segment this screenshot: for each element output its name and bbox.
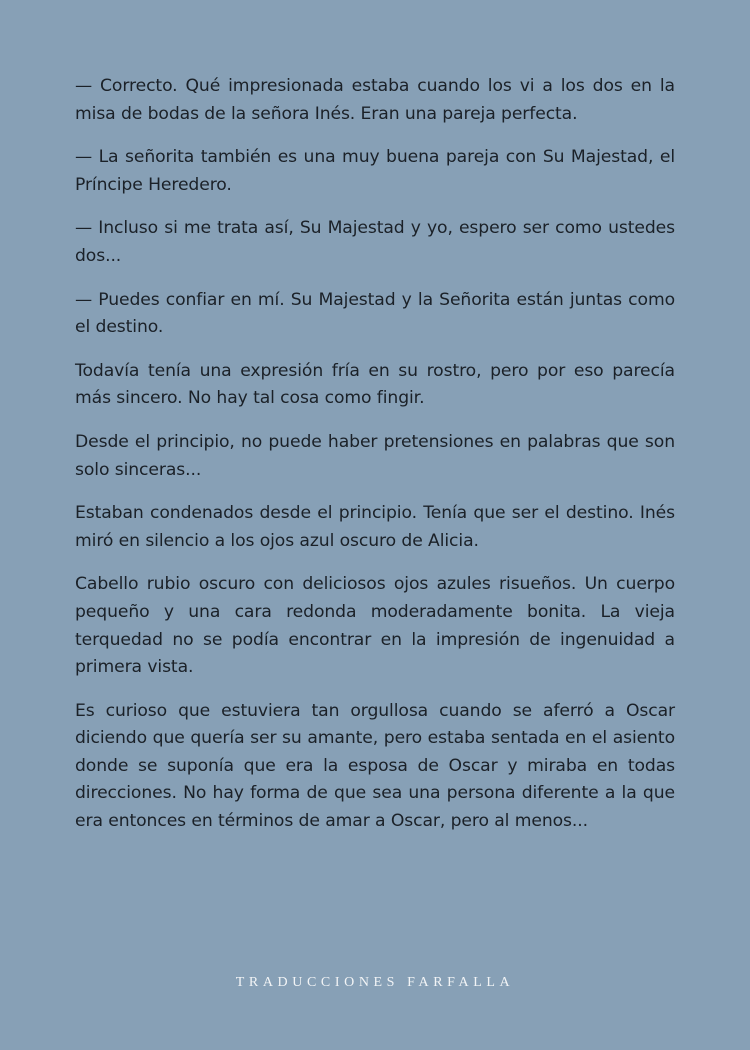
paragraph: — La señorita también es una muy buena pareja con Su Majestad, el Príncipe Heredero. [75, 147, 675, 195]
paragraph: — Incluso si me trata así, Su Majestad y yo, espero ser como ustedes dos... [75, 218, 675, 266]
paragraph: — Puedes confiar en mí. Su Majestad y la Señorita están juntas como el destino. [75, 289, 675, 338]
paragraph: Todavía tenía una expresión fría en su rostro, pero por eso parecía más sincero. No hay tal cosa como fingir. [75, 360, 675, 409]
page-body [75, 73, 675, 852]
paragraph: Es curioso que estuviera tan orgullosa cuando se aferró a Oscar diciendo que quería ser su amante, pero estaba sentada en el asiento donde se suponía que era la esposa de Oscar y miraba en todas direcciones. No hay forma de que sea una persona diferente a la que era entonces en términos de amar a Oscar, pero al menos... [75, 700, 675, 832]
paragraph: — Correcto. Qué impresionada estaba cuando los vi a los dos en la misa de bodas de la señora Inés. Eran una pareja perfecta. [75, 76, 675, 124]
footer-credit: TRADUCCIONES FARFALLA [235, 975, 515, 990]
paragraph: Estaban condenados desde el principio. Tenía que ser el destino. Inés miró en silencio a los ojos azul oscuro de Alicia. [75, 503, 675, 551]
paragraph: Desde el principio, no puede haber pretensiones en palabras que son solo sinceras... [75, 431, 675, 480]
paragraph: Cabello rubio oscuro con deliciosos ojos azules risueños. Un cuerpo pequeño y una cara redonda moderadamente bonita. La vieja terquedad no se podía encontrar en la impresión de ingenuidad a primera vista. [75, 574, 675, 678]
